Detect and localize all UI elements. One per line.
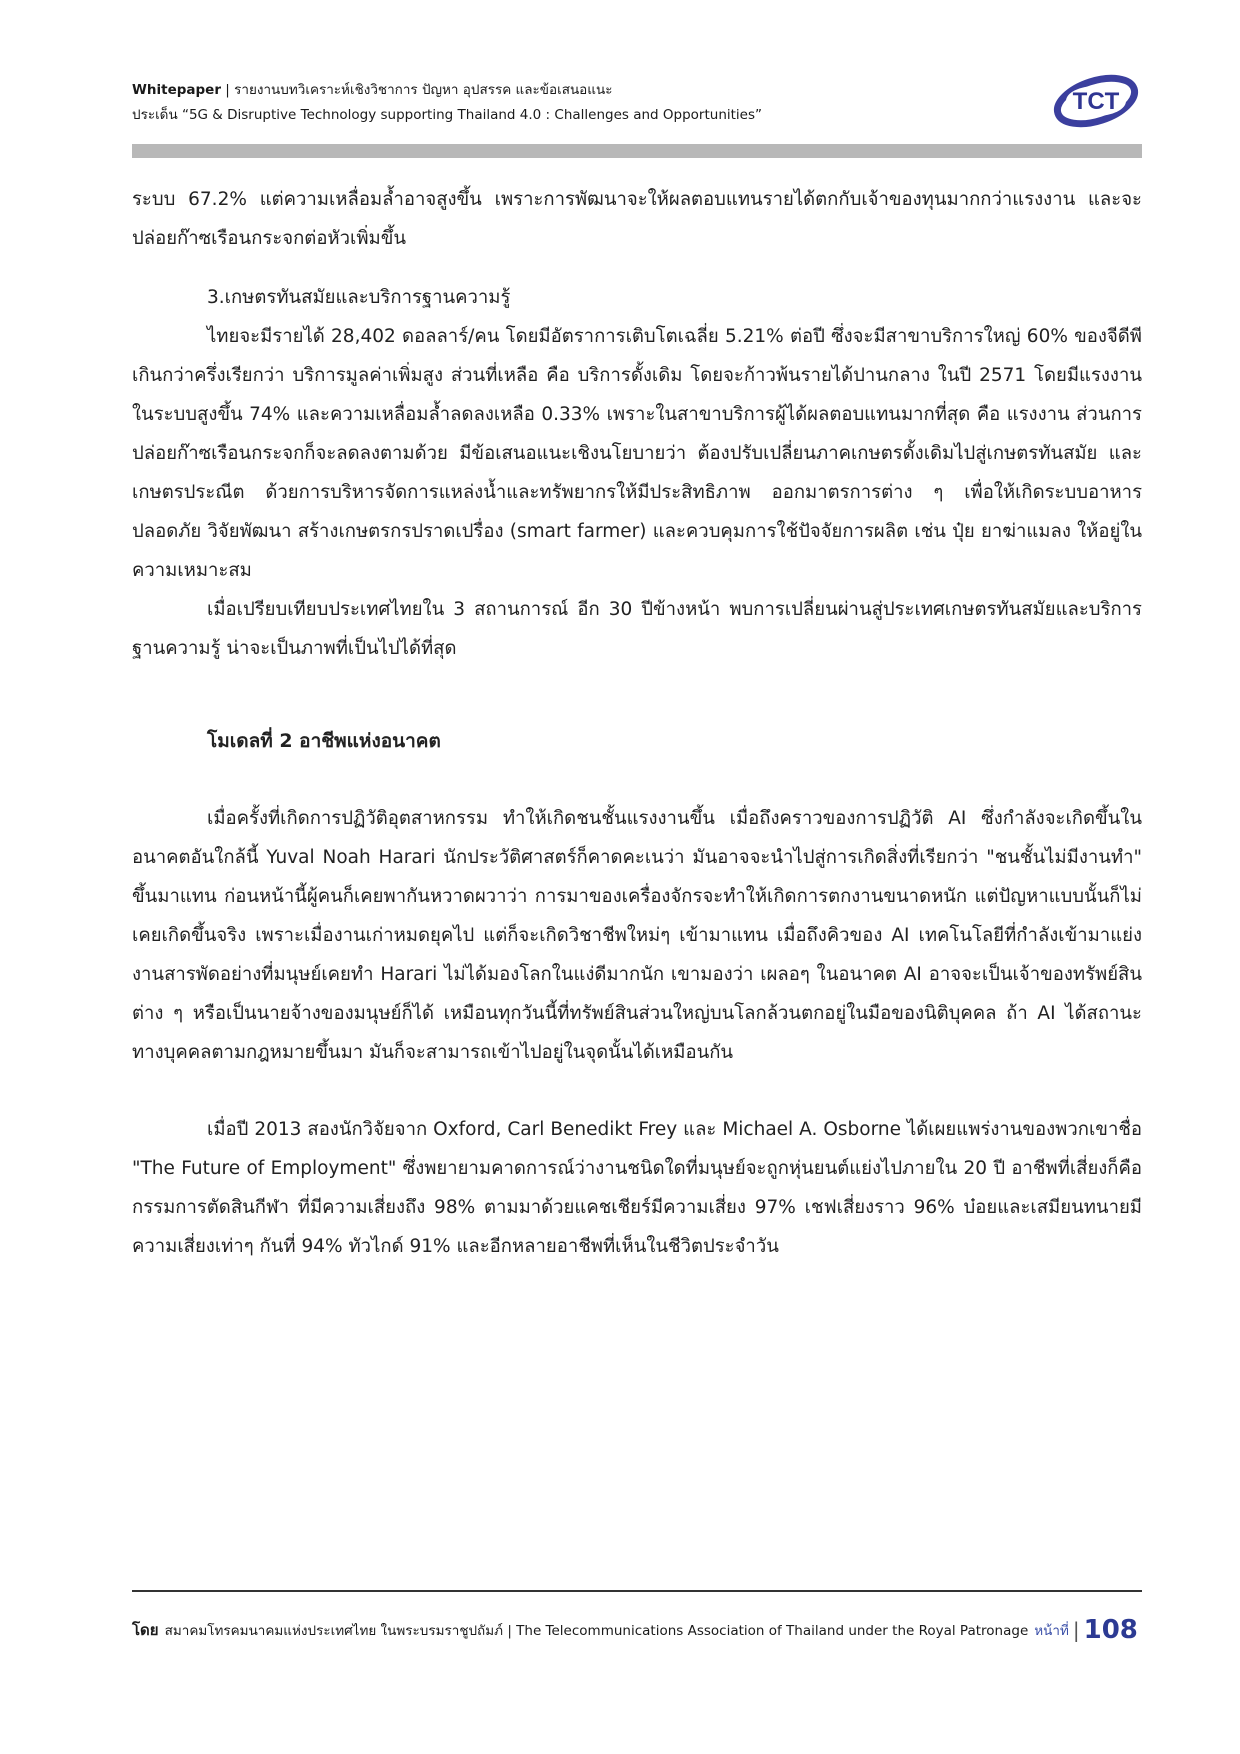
footer-separator: |	[1072, 1618, 1080, 1642]
paragraph: เมื่อปี 2013 สองนักวิจัยจาก Oxford, Carl Benedikt Frey และ Michael A. Osborne ได้เผยแพร่งานของพวกเขาชื่อ "The Future of Employment" ซึ่งพยายามคาดการณ์ว่างานชนิดใดที่มนุษย์จะถูกหุ่นยนต์แย่งไปภายใน 20 ปี อาชีพที่เสี่ยงก็คือกรรมการตัดสินกีฬา ที่มีความเสี่ยงถึง 98% ตามมาด้วยแคชเชียร์มีความเสี่ยง 97% เชฟเสี่ยงราว 96% บ๋อยและเสมียนทนายมีความเสี่ยงเท่าๆ กันที่ 94% ทัวไกด์ 91% และอีกหลายอาชีพที่เห็นในชีวิตประจำวัน	[132, 1119, 1142, 1257]
header-subtitle: ประเด็น “5G & Disruptive Technology supporting Thailand 4.0 : Challenges and Opportunities”	[132, 107, 763, 123]
doc-type: Whitepaper	[132, 82, 221, 98]
footer-organization: สมาคมโทรคมนาคมแห่งประเทศไทย ในพระบรมราชูปถัมภ์ | The Telecommunications Association of Thailand under the Royal Patronage	[164, 1623, 1029, 1639]
paragraph: เมื่อครั้งที่เกิดการปฏิวัติอุตสาหกรรม ทำให้เกิดชนชั้นแรงงานขึ้น เมื่อถึงคราวของการปฏิวัติ AI ซึ่งกำลังจะเกิดขึ้นในอนาคตอันใกล้นี้ Yuval Noah Harari นักประวัติศาสตร์ก็คาดคะเนว่า มันอาจจะนำไปสู่การเกิดสิ่งที่เรียกว่า "ชนชั้นไม่มีงานทำ" ขึ้นมาแทน ก่อนหน้านี้ผู้คนก็เคยพากันหวาดผวาว่า การมาของเครื่องจักรจะทำให้เกิดการตกงานขนาดหนัก แต่ปัญหาแบบนั้นก็ไม่เคยเกิดขึ้นจริง เพราะเมื่องานเก่าหมดยุคไป แต่ก็จะเกิดวิชาชีพใหม่ๆ เข้ามาแทน เมื่อถึงคิวของ AI เทคโนโลยีที่กำลังเข้ามาแย่งงานสารพัดอย่างที่มนุษย์เคยทำ Harari ไม่ได้มองโลกในแง่ดีมากนัก เขามองว่า เผลอๆ ในอนาคต AI อาจจะเป็นเจ้าของทรัพย์สินต่าง ๆ หรือเป็นนายจ้างของมนุษย์ก็ได้ เหมือนทุกวันนี้ที่ทรัพย์สินส่วนใหญ่บนโลกล้วนตกอยู่ในมือของนิติบุคคล ถ้า AI ได้สถานะทางบุคคลตามกฎหมายขึ้นมา มันก็จะสามารถเข้าไปอยู่ในจุดนั้นได้เหมือนกัน	[132, 808, 1142, 1063]
page-label: หน้าที่	[1034, 1623, 1069, 1639]
paragraph: ไทยจะมีรายได้ 28,402 ดอลลาร์/คน โดยมีอัตราการเติบโตเฉลี่ย 5.21% ต่อปี ซึ่งจะมีสาขาบริการใหญ่ 60% ของจีดีพี เกินกว่าครึ่งเรียกว่า บริการมูลค่าเพิ่มสูง ส่วนที่เหลือ คือ บริการดั้งเดิม โดยจะก้าวพ้นรายได้ปานกลาง ในปี 2571 โดยมีแรงงานในระบบสูงขึ้น 74% และความเหลื่อมล้ำลดลงเหลือ 0.33% เพราะในสาขาบริการผู้ได้ผลตอบแทนมากที่สุด คือ แรงงาน ส่วนการปล่อยก๊าซเรือนกระจกก็จะลดลงตามด้วย มีข้อเสนอแนะเชิงนโยบายว่า ต้องปรับเปลี่ยนภาคเกษตรดั้งเดิมไปสู่เกษตรทันสมัย และเกษตรประณีต ด้วยการบริหารจัดการแหล่งน้ำและทรัพยากรให้มีประสิทธิภาพ ออกมาตรการต่าง ๆ เพื่อให้เกิดระบบอาหารปลอดภัย วิจัยพัฒนา สร้างเกษตรกรปราดเปรื่อง (smart farmer) และควบคุมการใช้ปัจจัยการผลิต เช่น ปุ๋ย ยาฆ่าแมลง ให้อยู่ในความเหมาะสม	[132, 326, 1142, 581]
logo-text: TCT	[1072, 88, 1120, 115]
page-header	[132, 78, 1132, 128]
header-title: | รายงานบทวิเคราะห์เชิงวิชาการ ปัญหา อุปสรรค และข้อเสนอแนะ	[225, 82, 613, 98]
page-number: 108	[1083, 1615, 1138, 1645]
section-subheading: 3.เกษตรทันสมัยและบริการฐานความรู้	[207, 287, 511, 308]
document-body	[132, 180, 1142, 1266]
header-title-line	[132, 78, 1132, 102]
footer-divider	[132, 1590, 1142, 1592]
section-heading: โมเดลที่ 2 อาชีพแห่งอนาคต	[207, 730, 441, 752]
footer-by-label: โดย	[132, 1621, 159, 1639]
page-footer	[132, 1610, 1142, 1650]
tct-logo	[1050, 72, 1142, 130]
paragraph: เมื่อเปรียบเทียบประเทศไทยใน 3 สถานการณ์ อีก 30 ปีข้างหน้า พบการเปลี่ยนผ่านสู่ประเทศเกษตรทันสมัยและบริการฐานความรู้ น่าจะเป็นภาพที่เป็นไปได้ที่สุด	[132, 599, 1142, 659]
header-divider	[132, 144, 1142, 158]
paragraph: ระบบ 67.2% แต่ความเหลื่อมล้ำอาจสูงขึ้น เพราะการพัฒนาจะให้ผลตอบแทนรายได้ตกกับเจ้าของทุนมากกว่าแรงงาน และจะปล่อยก๊าซเรือนกระจกต่อหัวเพิ่มขึ้น	[132, 189, 1142, 249]
